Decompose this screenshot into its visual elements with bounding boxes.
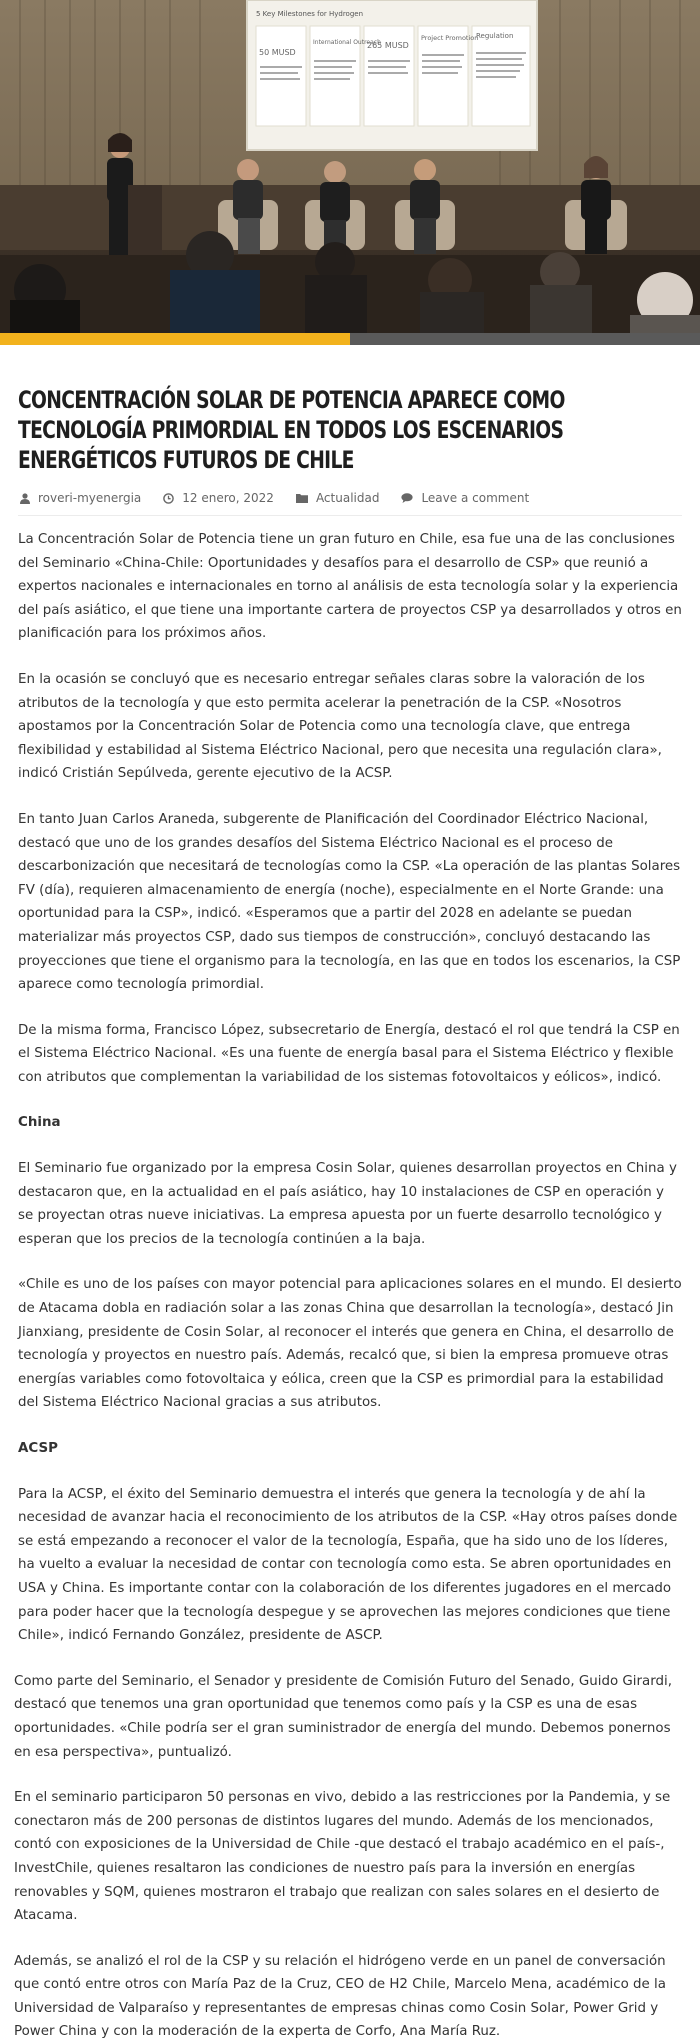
slide-title: 5 Key Milestones for Hydrogen <box>256 10 364 18</box>
meta-comments[interactable] <box>401 491 529 505</box>
paragraph: En la ocasión se concluyó que es necesario entregar señales claras sobre la valoración de los atributos de la tecnología y que esto permita acelerar la penetración de la CSP. «Nosotros apostamos por la Concentración Solar de Potencia como una tecnología clave, que entrega flexibilidad y estabilidad al Sistema Eléctrico Nacional, pero que necesita una regulación clara», indicó Cristián Sepúlveda, gerente ejecutivo de la ACSP. <box>18 671 662 782</box>
meta-author[interactable] <box>20 491 141 505</box>
meta-category[interactable] <box>296 491 380 505</box>
section-heading-china: China <box>18 1115 61 1131</box>
author-link[interactable]: roveri-myenergia <box>38 491 142 505</box>
comments-link[interactable]: Leave a comment <box>421 491 530 505</box>
hero-image <box>0 0 700 345</box>
article-body <box>14 516 682 2044</box>
paragraph: La Concentración Solar de Potencia tiene un gran futuro en Chile, esa fue una de las conclusiones del Seminario «China-Chile: Oportunidades y desafíos para el desarrollo de CSP» que reunió a expertos nacionales e internacionales en torno al análisis de esta tecnología solar y la experiencia del país asiático, el que tiene una importante cartera de proyectos CSP ya desarrollados y otros en planificación para los próximos años. <box>18 532 682 642</box>
milestone-heading: Regulation <box>476 32 514 40</box>
article <box>0 385 700 2044</box>
user-icon <box>20 493 30 504</box>
post-date: 12 enero, 2022 <box>182 491 274 505</box>
article-title: CONCENTRACIÓN SOLAR DE POTENCIA APARECE COMO TECNOLOGÍA PRIMORDIAL EN TODOS LOS ESCENARIOS ENERGÉTICOS FUTUROS DE CHILE <box>18 386 565 474</box>
section-heading-acsp: ACSP <box>18 1441 58 1456</box>
paragraph: En tanto Juan Carlos Araneda, subgerente de Planificación del Coordinador Eléctrico Nacional, destacó que uno de los grandes desafíos del Sistema Eléctrico Nacional es el proceso de descarbonización que necesitará de tecnologías como la CSP. «La operación de las plantas Solares FV (día), requieren almacenamiento de energía (noche), especialmente en el Norte Grande: una oportunidad para la CSP», indicó. «Esperamos que a partir del 2028 en adelante se puedan materializar más proyectos CSP, dado sus tiempos de construcción», concluyó destacando las proyecciones que tiene el organismo para la tecnología, en las que en todos los escenarios, la CSP aparece como tecnología primordial. <box>18 811 681 993</box>
paragraph: El Seminario fue organizado por la empresa Cosin Solar, quienes desarrollan proyectos en China y destacaron que, en la actualidad en el país asiático, hay 10 instalaciones de CSP en operación y se proyectan otras nueve iniciativas. La empresa apuesta por un fuerte desarrollo tecnológico y esperan que los precios de la tecnología continúen a la baja. <box>18 1161 677 1247</box>
paragraph: Además, se analizó el rol de la CSP y su relación el hidrógeno verde en un panel de conversación que contó entre otros con María Paz de la Cruz, CEO de H2 Chile, Marcelo Mena, académico de la Universidad de Valparaíso y representantes de empresas chinas como Cosin Solar, Power Grid y Power China y con la moderación de la experta de Corfo, Ana María Ruz. <box>14 1953 666 2040</box>
milestone-heading: Project Promotion <box>421 34 479 42</box>
clock-icon <box>163 493 174 504</box>
category-link[interactable]: Actualidad <box>315 491 380 505</box>
paragraph: «Chile es uno de los países con mayor potencial para aplicaciones solares en el mundo. El desierto de Atacama dobla en radiación solar a las zonas China que desarrollan la tecnología», destacó Jin Jianxiang, presidente de Cosin Solar, al reconocer el interés que genera en China, el desarrollo de tecnología y proyectos en nuestro país. Además, recalcó que, si bien la empresa promueve otras energías variables como fotovoltaica y eólica, creen que la CSP es primordial para la estabilidad del Sistema Eléctrico Nacional gracias a sus atributos. <box>18 1277 682 1411</box>
folder-icon <box>296 493 308 503</box>
seminar-photo <box>0 0 700 345</box>
image-progress-bar <box>0 333 700 345</box>
paragraph: De la misma forma, Francisco López, subsecretario de Energía, destacó el rol que tendrá la CSP en el Sistema Eléctrico Nacional. «Es una fuente de energía basal para el Sistema Eléctrico y flexible con atributos que complementan la variabilidad de los sistemas fotovoltaicos y eólicos», indicó. <box>18 1022 680 1085</box>
comment-icon <box>401 493 413 503</box>
article-meta <box>18 491 682 505</box>
milestone-heading: 50 MUSD <box>259 48 296 57</box>
progress-fill <box>0 333 350 345</box>
paragraph: Como parte del Seminario, el Senador y presidente de Comisión Futuro del Senado, Guido Girardi, destacó que tenemos una gran oportunidad que tenemos como país y la CSP es una de esas oportunidades. «Chile podría ser el gran suministrador de energía del mundo. Debemos ponernos en esa perspectiva», puntualizó. <box>14 1673 672 1760</box>
meta-date <box>163 491 274 505</box>
paragraph: En el seminario participaron 50 personas en vivo, debido a las restricciones por la Pandemia, y se conectaron más de 200 personas de distintos lugares del mundo. Además de los mencionados, contó con exposiciones de la Universidad de Chile -que destacó el trabajo académico en el país-, InvestChile, quienes resaltaron las condiciones de nuestro país para la inversión en energías renovables y SQM, quienes mostraron el trabajo que realizan con sales solares en el desierto de Atacama. <box>14 1790 671 1924</box>
milestone-heading: 265 MUSD <box>367 41 409 50</box>
milestone-heading: International Outreach <box>313 39 381 46</box>
paragraph: Para la ACSP, el éxito del Seminario demuestra el interés que genera la tecnología y de ahí la necesidad de avanzar hacia el reconocimiento de los atributos de la CSP. «Hay otros países donde se está empezando a reconocer el valor de la tecnología, España, que ha sido uno de los líderes, ha vuelto a evaluar la necesidad de contar con tecnología como esta. Se abren oportunidades en USA y China. Es importante contar con la colaboración de los diferentes jugadores en el mercado para poder hacer que la tecnología despegue y se aprovechen las mejores condiciones que tiene Chile», indicó Fernando González, presidente de ASCP. <box>18 1486 678 1644</box>
